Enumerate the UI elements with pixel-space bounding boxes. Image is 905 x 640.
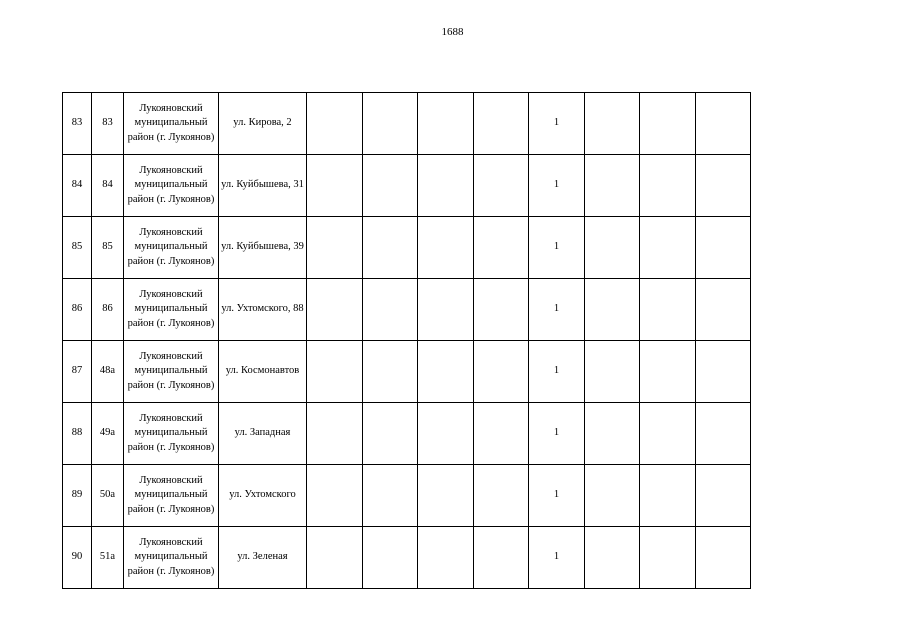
table-row xyxy=(63,155,751,217)
empty-cell xyxy=(474,465,529,527)
page-number: 1688 xyxy=(441,26,464,38)
empty-cell xyxy=(474,217,529,279)
empty-cell xyxy=(640,403,696,465)
object-code-cell: 84 xyxy=(92,155,124,217)
empty-cell xyxy=(474,527,529,589)
empty-cell xyxy=(363,527,418,589)
object-code-cell: 85 xyxy=(92,217,124,279)
empty-cell xyxy=(363,465,418,527)
district-cell: Лукояновский муниципальный район (г. Лукоянов) xyxy=(124,279,219,341)
value-cell: 1 xyxy=(529,217,585,279)
empty-cell xyxy=(307,279,363,341)
table-row xyxy=(63,93,751,155)
row-number-cell: 90 xyxy=(63,527,92,589)
empty-cell xyxy=(696,93,751,155)
table-row xyxy=(63,527,751,589)
row-number-cell: 87 xyxy=(63,341,92,403)
empty-cell xyxy=(418,155,474,217)
empty-cell xyxy=(585,279,640,341)
address-cell: ул. Ухтомского, 88 xyxy=(219,279,307,341)
empty-cell xyxy=(585,93,640,155)
empty-cell xyxy=(363,341,418,403)
district-cell: Лукояновский муниципальный район (г. Лукоянов) xyxy=(124,465,219,527)
empty-cell xyxy=(474,279,529,341)
address-cell: ул. Западная xyxy=(219,403,307,465)
empty-cell xyxy=(363,155,418,217)
value-cell: 1 xyxy=(529,403,585,465)
empty-cell xyxy=(418,217,474,279)
empty-cell xyxy=(418,527,474,589)
object-code-cell: 51а xyxy=(92,527,124,589)
empty-cell xyxy=(696,341,751,403)
empty-cell xyxy=(307,465,363,527)
table-row xyxy=(63,341,751,403)
row-number-cell: 88 xyxy=(63,403,92,465)
empty-cell xyxy=(640,341,696,403)
empty-cell xyxy=(640,155,696,217)
empty-cell xyxy=(363,403,418,465)
empty-cell xyxy=(696,217,751,279)
empty-cell xyxy=(640,217,696,279)
value-cell: 1 xyxy=(529,341,585,403)
table-row xyxy=(63,403,751,465)
empty-cell xyxy=(307,155,363,217)
address-cell: ул. Кирова, 2 xyxy=(219,93,307,155)
district-cell: Лукояновский муниципальный район (г. Лукоянов) xyxy=(124,93,219,155)
empty-cell xyxy=(640,527,696,589)
empty-cell xyxy=(696,465,751,527)
address-cell: ул. Куйбышева, 31 xyxy=(219,155,307,217)
empty-cell xyxy=(585,341,640,403)
empty-cell xyxy=(696,155,751,217)
empty-cell xyxy=(474,341,529,403)
district-cell: Лукояновский муниципальный район (г. Лукоянов) xyxy=(124,217,219,279)
district-cell: Лукояновский муниципальный район (г. Лукоянов) xyxy=(124,527,219,589)
address-cell: ул. Космонавтов xyxy=(219,341,307,403)
empty-cell xyxy=(585,403,640,465)
empty-cell xyxy=(418,279,474,341)
table-row xyxy=(63,279,751,341)
empty-cell xyxy=(307,93,363,155)
empty-cell xyxy=(585,155,640,217)
object-code-cell: 50а xyxy=(92,465,124,527)
empty-cell xyxy=(418,341,474,403)
empty-cell xyxy=(696,279,751,341)
empty-cell xyxy=(474,93,529,155)
empty-cell xyxy=(585,527,640,589)
register-table xyxy=(62,92,751,589)
empty-cell xyxy=(585,465,640,527)
row-number-cell: 83 xyxy=(63,93,92,155)
empty-cell xyxy=(363,217,418,279)
empty-cell xyxy=(307,341,363,403)
district-cell: Лукояновский муниципальный район (г. Лукоянов) xyxy=(124,155,219,217)
object-code-cell: 49а xyxy=(92,403,124,465)
row-number-cell: 84 xyxy=(63,155,92,217)
empty-cell xyxy=(307,527,363,589)
empty-cell xyxy=(418,465,474,527)
register-table-body xyxy=(63,93,751,589)
empty-cell xyxy=(696,403,751,465)
object-code-cell: 83 xyxy=(92,93,124,155)
value-cell: 1 xyxy=(529,465,585,527)
address-cell: ул. Ухтомского xyxy=(219,465,307,527)
district-cell: Лукояновский муниципальный район (г. Лукоянов) xyxy=(124,403,219,465)
value-cell: 1 xyxy=(529,527,585,589)
empty-cell xyxy=(307,403,363,465)
empty-cell xyxy=(640,279,696,341)
district-cell: Лукояновский муниципальный район (г. Лукоянов) xyxy=(124,341,219,403)
empty-cell xyxy=(363,93,418,155)
empty-cell xyxy=(363,279,418,341)
row-number-cell: 89 xyxy=(63,465,92,527)
table-row xyxy=(63,465,751,527)
empty-cell xyxy=(696,527,751,589)
address-cell: ул. Зеленая xyxy=(219,527,307,589)
empty-cell xyxy=(640,93,696,155)
value-cell: 1 xyxy=(529,93,585,155)
row-number-cell: 86 xyxy=(63,279,92,341)
empty-cell xyxy=(418,93,474,155)
address-cell: ул. Куйбышева, 39 xyxy=(219,217,307,279)
empty-cell xyxy=(474,403,529,465)
value-cell: 1 xyxy=(529,279,585,341)
empty-cell xyxy=(585,217,640,279)
empty-cell xyxy=(418,403,474,465)
table-row xyxy=(63,217,751,279)
row-number-cell: 85 xyxy=(63,217,92,279)
object-code-cell: 48а xyxy=(92,341,124,403)
object-code-cell: 86 xyxy=(92,279,124,341)
empty-cell xyxy=(640,465,696,527)
empty-cell xyxy=(307,217,363,279)
value-cell: 1 xyxy=(529,155,585,217)
empty-cell xyxy=(474,155,529,217)
